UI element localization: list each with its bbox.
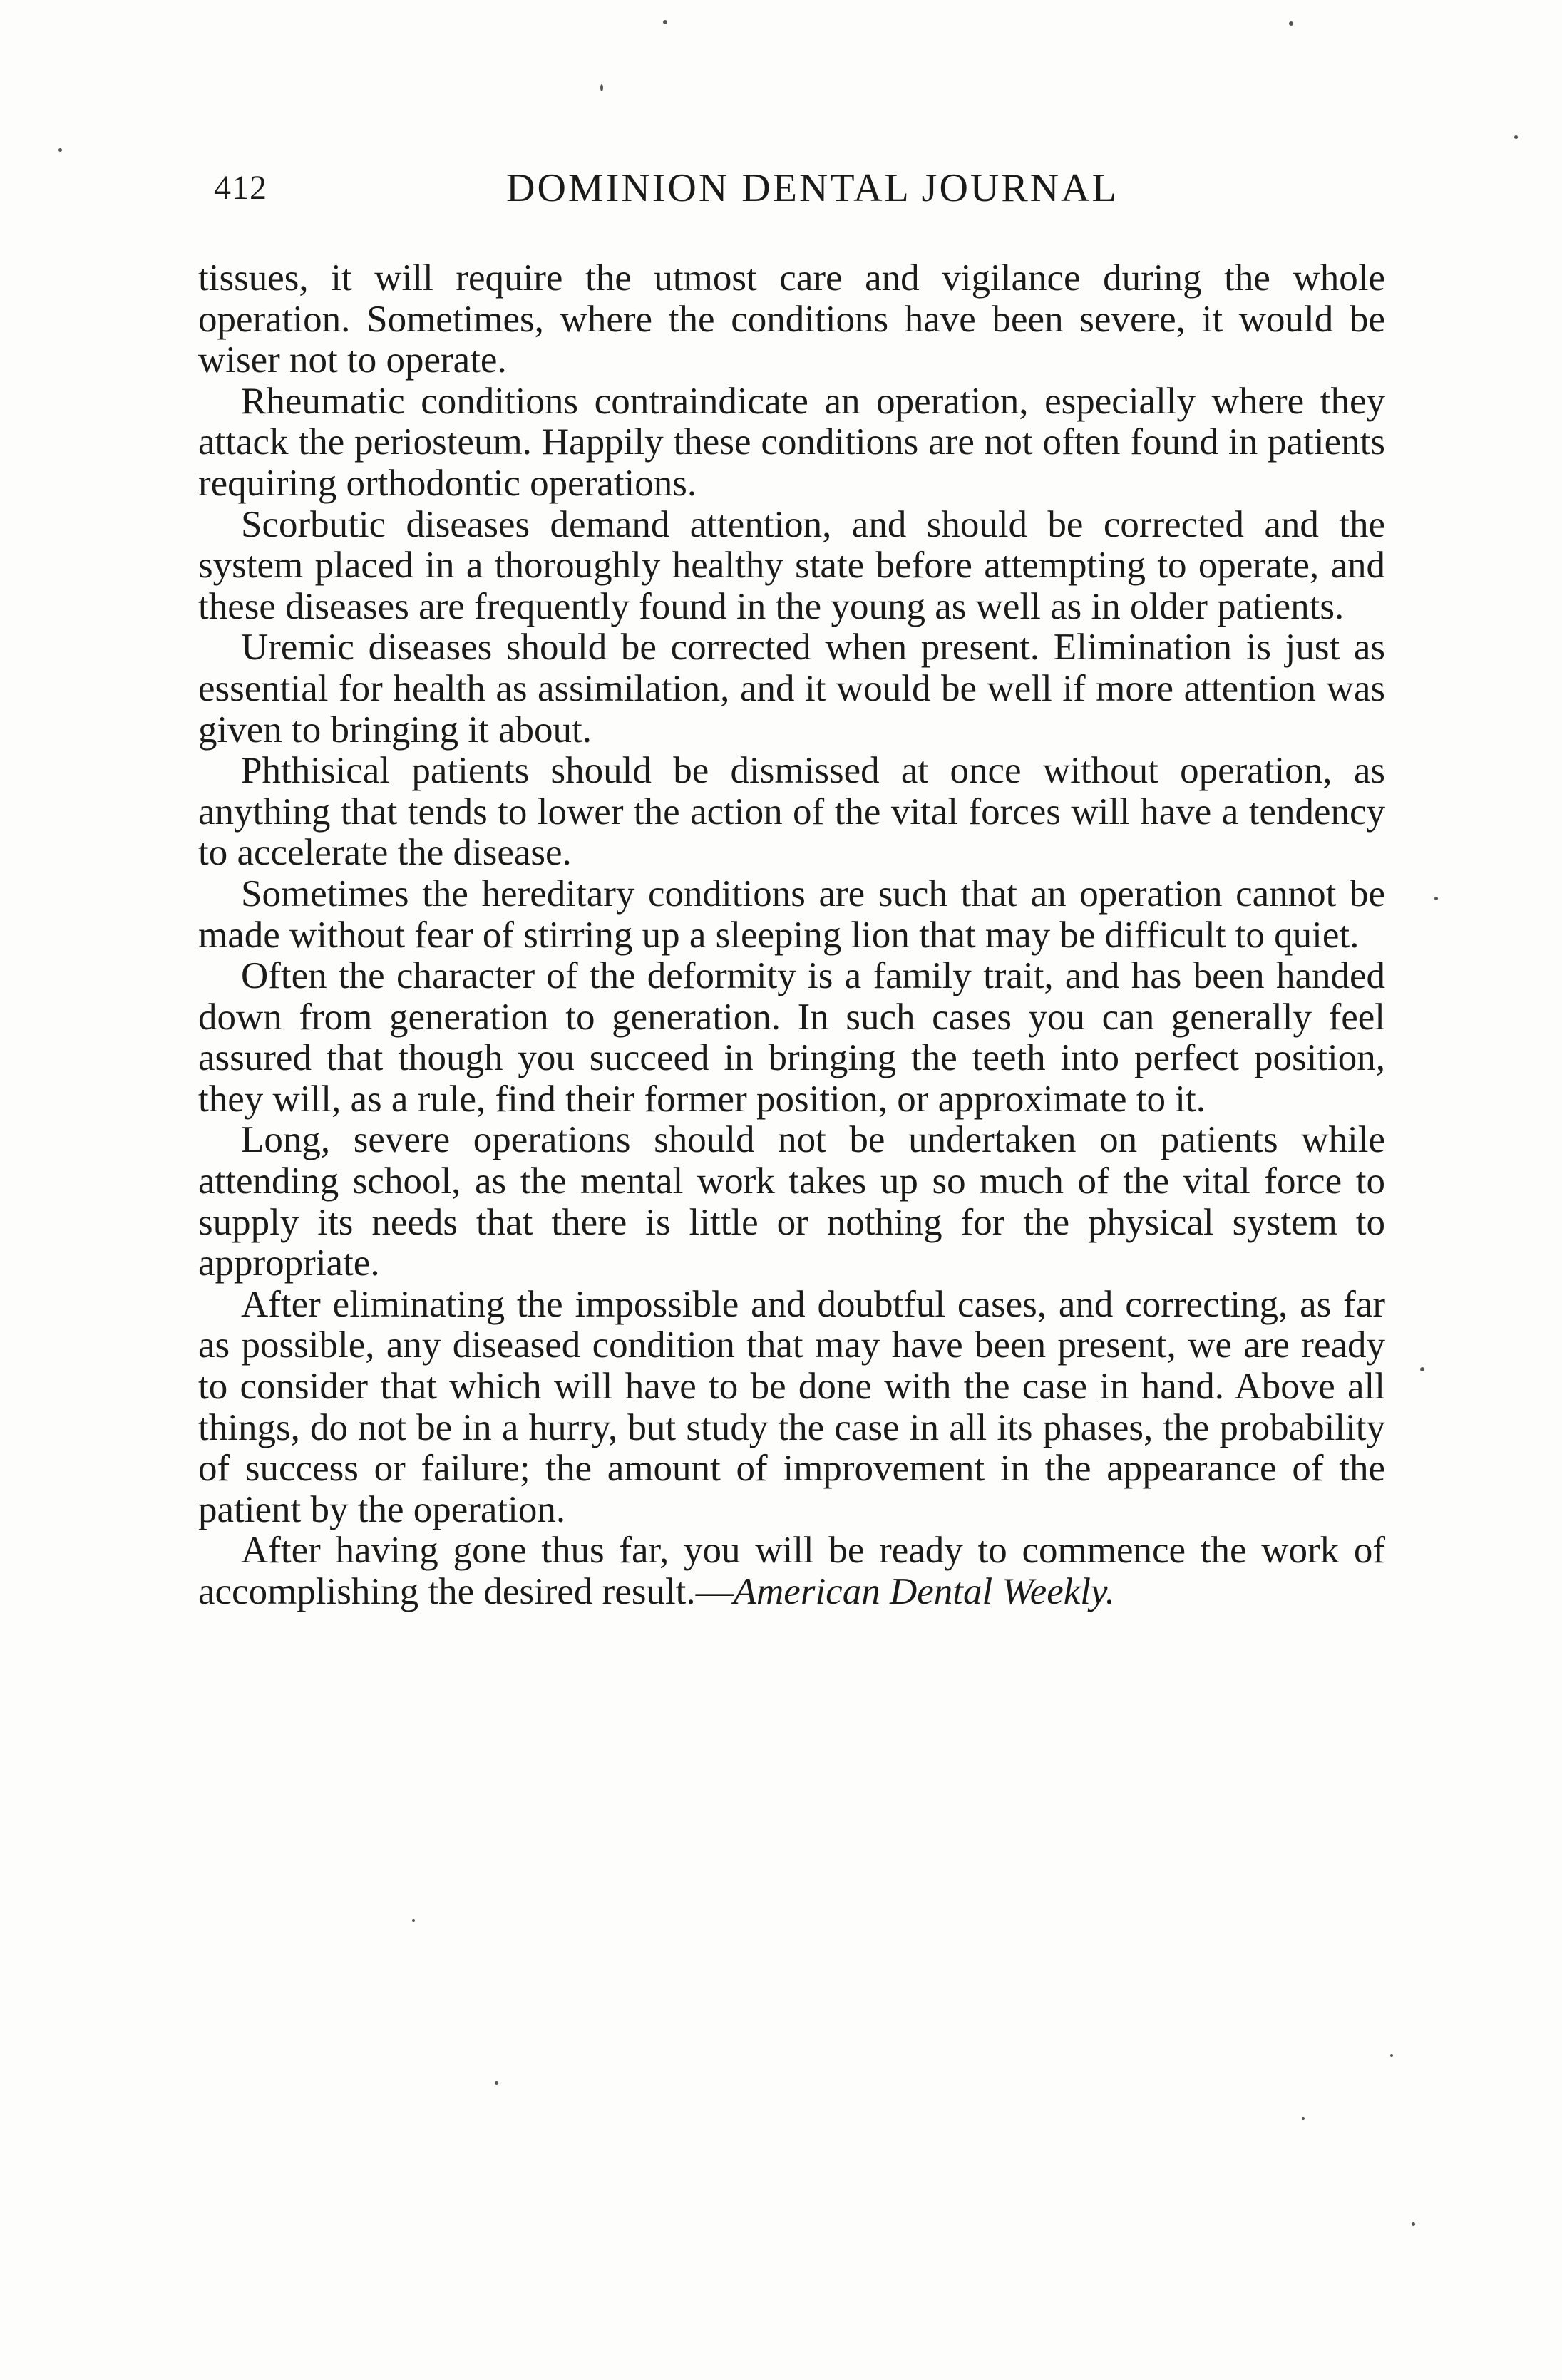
page-number: 412 xyxy=(214,169,267,207)
scan-speck xyxy=(1390,2054,1393,2057)
paragraph: Rheumatic conditions contraindicate an operation, especially where they attack the periosteum. Happily these conditions are not often found in patients requiring orthodontic operations. xyxy=(198,380,1385,504)
paragraph: Phthisical patients should be dismissed at once without operation, as anything that tends to lower the action of the vital forces will have a tendency to accelerate the disease. xyxy=(198,750,1385,874)
closing-paragraph xyxy=(198,1530,1385,1612)
page-header xyxy=(214,165,1390,215)
paragraph: Uremic diseases should be corrected when present. Elimination is just as essential for health as assimilation, and it would be well if more attention was given to bringing it about. xyxy=(198,627,1385,751)
scan-speck xyxy=(1412,2222,1415,2226)
scan-speck xyxy=(1514,135,1518,139)
running-head-title: DOMINION DENTAL JOURNAL xyxy=(506,166,1119,210)
paragraph: tissues, it will require the utmost care and vigilance during the whole operation. Sometimes, where the conditions have been severe, it would be wiser not to operate. xyxy=(198,257,1385,381)
scan-speck xyxy=(58,148,62,152)
scan-speck xyxy=(1289,21,1293,26)
paragraph: After eliminating the impossible and doubtful cases, and correcting, as far as possible, any diseased condition that may have been present, we are ready to consider that which will have to be done with the case in hand. Above all things, do not be in a hurry, but study the case in all its phases, the probability of success or failure; the amount of improvement in the appearance of the patient by the operation. xyxy=(198,1283,1385,1530)
paragraph: Sometimes the hereditary conditions are such that an operation cannot be made without fear of stirring up a sleeping lion that may be difficult to quiet. xyxy=(198,872,1385,956)
scan-speck xyxy=(600,84,603,91)
scan-speck xyxy=(663,20,667,24)
scan-speck xyxy=(1420,1367,1424,1371)
scan-speck xyxy=(495,2081,498,2085)
scan-speck xyxy=(412,1919,415,1922)
article-body xyxy=(198,258,1385,1613)
paragraph: Often the character of the deformity is a family trait, and has been handed down from generation to generation. In such cases you can generally feel assured that though you succeed in bringing the teeth into perfect position, they will, as a rule, find their former position, or approximate to it. xyxy=(198,955,1385,1120)
source-citation: American Dental Weekly. xyxy=(733,1571,1115,1612)
scan-speck xyxy=(1302,2117,1305,2120)
paragraph: Scorbutic diseases demand attention, and should be corrected and the system placed in a thoroughly healthy state before attempting to operate, and these diseases are frequently found in the young as well as in older patients. xyxy=(198,503,1385,627)
scan-speck xyxy=(1434,897,1438,900)
closing-text: After having gone thus far, you will be ready to commence the work of accomplishing the desired result.— xyxy=(198,1530,1385,1612)
paragraph: Long, severe operations should not be undertaken on patients while attending school, as the mental work takes up so much of the vital force to supply its needs that there is little or nothing for the physical system to appropriate. xyxy=(198,1119,1385,1284)
